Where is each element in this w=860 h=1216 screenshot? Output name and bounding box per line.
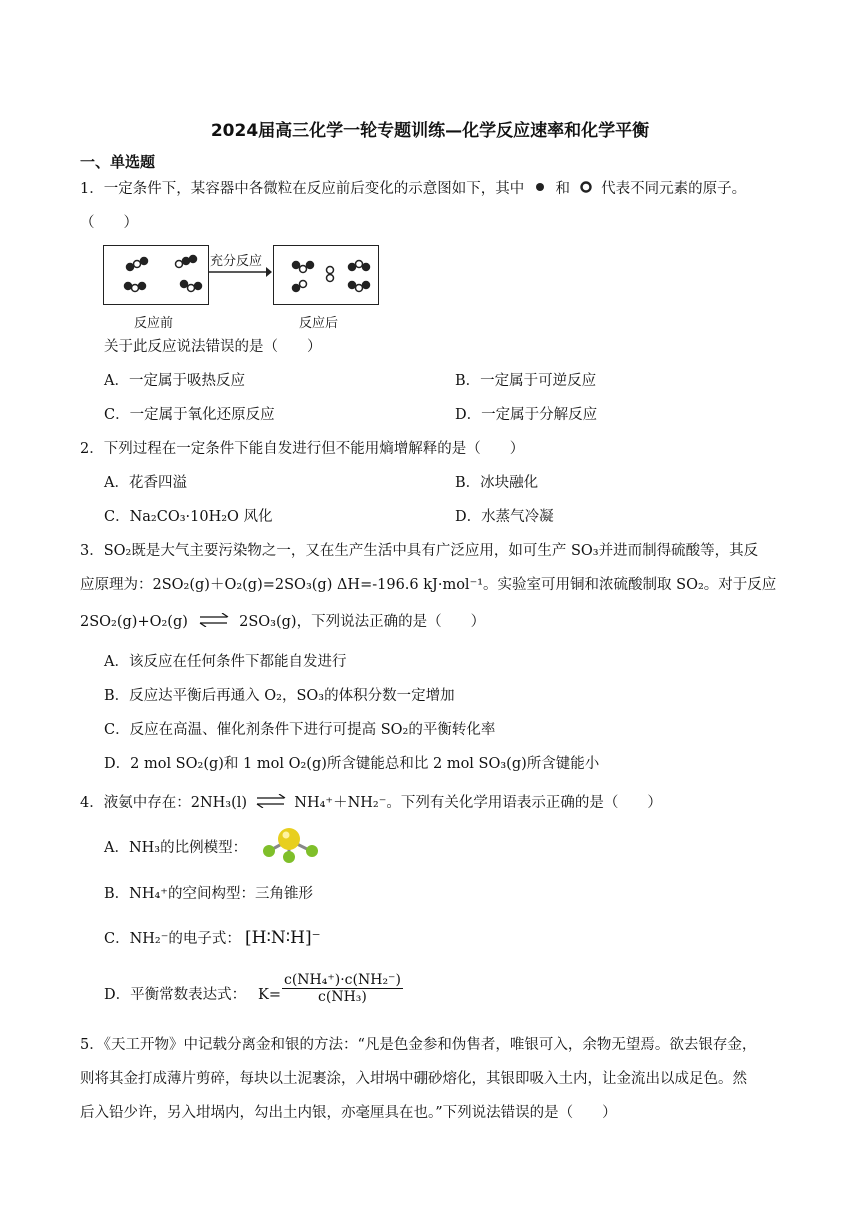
q1-option-b: B．一定属于可逆反应 [455,373,597,389]
q3-equation-right: 2SO₃(g)，下列说法正确的是（ ） [239,614,486,630]
after-box [273,245,379,305]
page-title: 2024届高三化学一轮专题训练—化学反应速率和化学平衡 [210,121,650,141]
q3-equation-left: 2SO₂(g)+O₂(g) [80,614,188,630]
q3-line1: 3．SO₂既是大气主要污染物之一，又在生产生活中具有广泛应用，如可生产 SO₃并进而制得硫酸等，其反 [80,543,759,559]
q4-option-b: B．NH₄⁺的空间构型：三角锥形 [104,886,313,902]
q1-stem [80,179,746,199]
q1-option-a: A．一定属于吸热反应 [104,373,245,389]
before-molecules-icon [104,246,208,304]
arrow-label: 充分反应 [210,254,263,269]
section-heading: 一、单选题 [80,153,156,171]
q5-line1: 5．《天工开物》中记载分离金和银的方法：“凡是色金参和伪售者，唯银可入，余物无望焉。欲去银存金， [80,1037,757,1053]
fraction-denominator: c(NH₃) [318,989,367,1005]
q1-option-c: C．一定属于氧化还原反应 [104,407,275,423]
q4-option-d: D．平衡常数表达式： [104,987,247,1003]
fraction-numerator: c(NH₄⁺)·c(NH₂⁻) [284,972,401,988]
q4-stem-b: NH₄⁺＋NH₂⁻。下列有关化学用语表示正确的是（ ） [294,795,662,811]
equilibrium-arrow-icon [197,613,231,627]
q3-option-d: D．2 mol SO₂(g)和 1 mol O₂(g)所含键能总和比 2 mol SO₃(g)所含键能小 [104,756,600,772]
equilibrium-fraction [282,972,403,1005]
q2-option-c: C．Na₂CO₃·10H₂O 风化 [104,509,273,525]
after-molecules-icon [274,246,378,304]
q2-option-a: A．花香四溢 [104,475,187,491]
q2-stem: 2．下列过程在一定条件下能自发进行但不能用熵增解释的是（ ） [80,441,525,457]
q3-option-a: A．该反应在任何条件下都能自发进行 [104,654,347,670]
equilibrium-arrow-icon [254,794,288,808]
after-label: 反应后 [299,316,339,331]
before-label: 反应前 [134,316,174,331]
q2-option-d: D．水蒸气冷凝 [455,509,554,525]
q1-paren: （ ） [80,215,138,231]
q2-option-b: B．冰块融化 [455,475,539,491]
q4-option-c: C．NH₂⁻的电子式： [104,931,241,947]
q4-option-a: A．NH₃的比例模型： [104,840,248,856]
q1-stem-a: 1．一定条件下，某容器中各微粒在反应前后变化的示意图如下，其中 [80,181,525,197]
q3-option-b: B．反应达平衡后再通入 O₂，SO₃的体积分数一定增加 [104,688,455,704]
q3-line3 [80,612,485,632]
before-box [103,245,209,305]
light-atom-icon [575,180,597,194]
q4-stem-a: 4．液氨中存在：2NH₃(l) [80,795,248,811]
k-label: K= [258,987,281,1003]
q3-line2: 应原理为：2SO₂(g)＋O₂(g)=2SO₃(g) ΔH=-196.6 kJ·mol⁻¹。实验室可用铜和浓硫酸制取 SO₂。对于反应 [80,577,777,593]
q1-prompt: 关于此反应说法错误的是（ ） [104,339,322,355]
q1-stem-b: 代表不同元素的原子。 [601,181,747,197]
electron-formula: [H∶N∶H]⁻ [245,928,321,948]
ball-model-icon [255,826,323,866]
q5-line2: 则将其金打成薄片剪碎，每块以土泥裹涂，入坩埚中硼砂熔化，其银即吸入土内，让金流出以成足色。然 [80,1071,747,1087]
dark-atom-icon [529,180,551,194]
q3-option-c: C．反应在高温、催化剂条件下进行可提高 SO₂的平衡转化率 [104,722,496,738]
reaction-diagram [100,244,380,334]
q5-line3: 后入铅少许，另入坩埚内，勾出土内银，亦毫厘具在也。”下列说法错误的是（ ） [80,1105,617,1121]
q1-stem-and: 和 [555,181,570,197]
q1-option-d: D．一定属于分解反应 [455,407,598,423]
q4-stem [80,793,662,813]
